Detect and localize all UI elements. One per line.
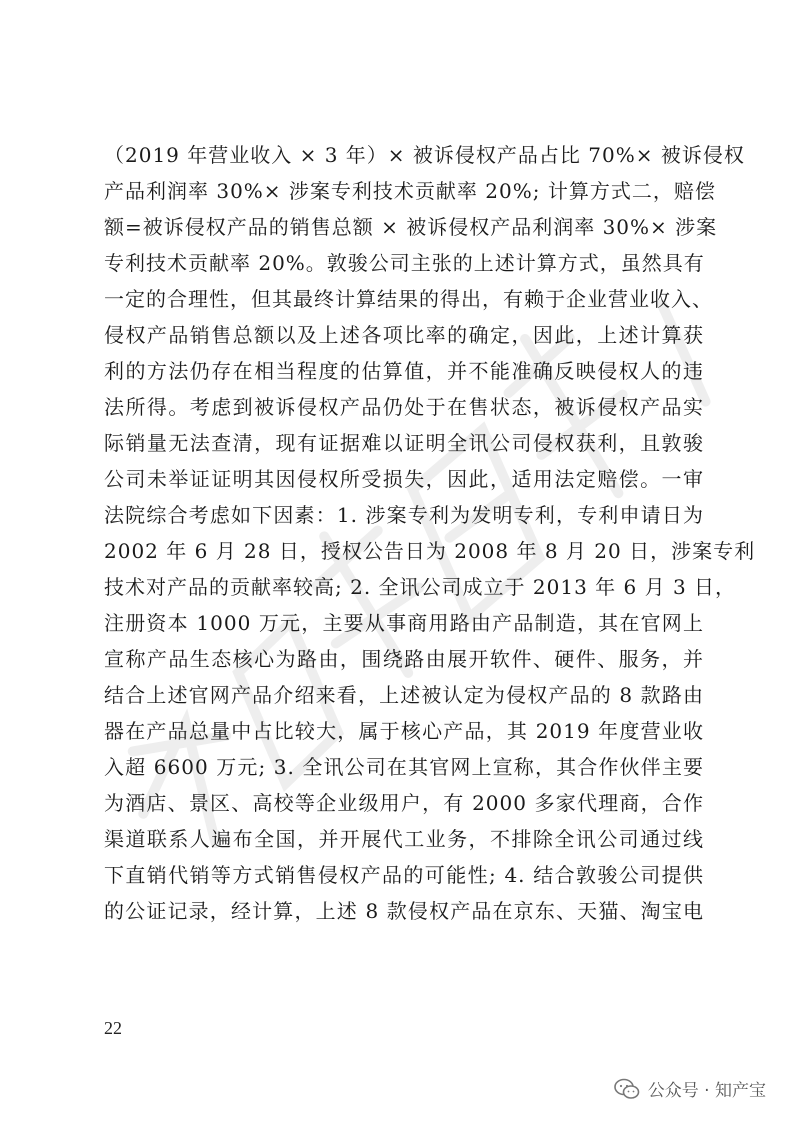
text-line: 为酒店、景区、高校等企业级用户，有 2000 多家代理商，合作 (104, 791, 704, 815)
text-line: 公司未举证证明其因侵权所受损失，因此，适用法定赔偿。一审 (104, 467, 704, 491)
text-line: 际销量无法查清，现有证据难以证明全讯公司侵权获利，且敦骏 (104, 431, 704, 455)
text-line: 技术对产品的贡献率较高; 2. 全讯公司成立于 2013 年 6 月 3 日， (104, 575, 737, 599)
text-line: 一定的合理性，但其最终计算结果的得出，有赖于企业营业收入、 (104, 287, 713, 311)
text-line: （2019 年营业收入 × 3 年）× 被诉侵权产品占比 70%× 被诉侵权 (104, 143, 745, 167)
text-line: 结合上述官网产品介绍来看，上述被认定为侵权产品的 8 款路由 (104, 683, 704, 707)
text-line: 利的方法仍存在相当程度的估算值，并不能准确反映侵权人的违 (104, 359, 704, 383)
text-line: 器在产品总量中占比较大，属于核心产品，其 2019 年度营业收 (104, 719, 704, 743)
text-line: 专利技术贡献率 20%。敦骏公司主张的上述计算方式，虽然具有 (104, 251, 705, 275)
page-number: 22 (104, 1018, 122, 1038)
text-line: 下直销代销等方式销售侵权产品的可能性; 4. 结合敦骏公司提供 (104, 863, 704, 887)
text-line: 额=被诉侵权产品的销售总额 × 被诉侵权产品利润率 30%× 涉案 (104, 215, 718, 239)
text-line: 宣称产品生态核心为路由，围绕路由展开软件、硬件、服务，并 (104, 647, 704, 671)
text-line: 入超 6600 万元; 3. 全讯公司在其官网上宣称，其合作伙伴主要 (104, 755, 704, 779)
text-line: 注册资本 1000 万元，主要从事商用路由产品制造，其在官网上 (104, 611, 704, 635)
footer-brand (614, 1076, 766, 1101)
text-line: 的公证记录，经计算，上述 8 款侵权产品在京东、天猫、淘宝电 (104, 899, 704, 923)
text-line: 产品利润率 30%× 涉案专利技术贡献率 20%; 计算方式二，赔偿 (104, 179, 716, 203)
text-line: 法所得。考虑到被诉侵权产品仍处于在售状态，被诉侵权产品实 (104, 395, 704, 419)
footer-brand-label: 公众号 · 知产宝 (647, 1081, 766, 1101)
text-line: 2002 年 6 月 28 日，授权公告日为 2008 年 8 月 20 日，涉案专利 (104, 539, 756, 563)
text-line: 法院综合考虑如下因素：1. 涉案专利为发明专利，专利申请日为 (104, 503, 704, 527)
text-line: 侵权产品销售总额以及上述各项比率的确定，因此，上述计算获 (104, 323, 704, 347)
text-line: 渠道联系人遍布全国，并开展代工业务，不排除全讯公司通过线 (104, 827, 704, 851)
body-text (104, 137, 756, 929)
wechat-icon (614, 1078, 640, 1100)
